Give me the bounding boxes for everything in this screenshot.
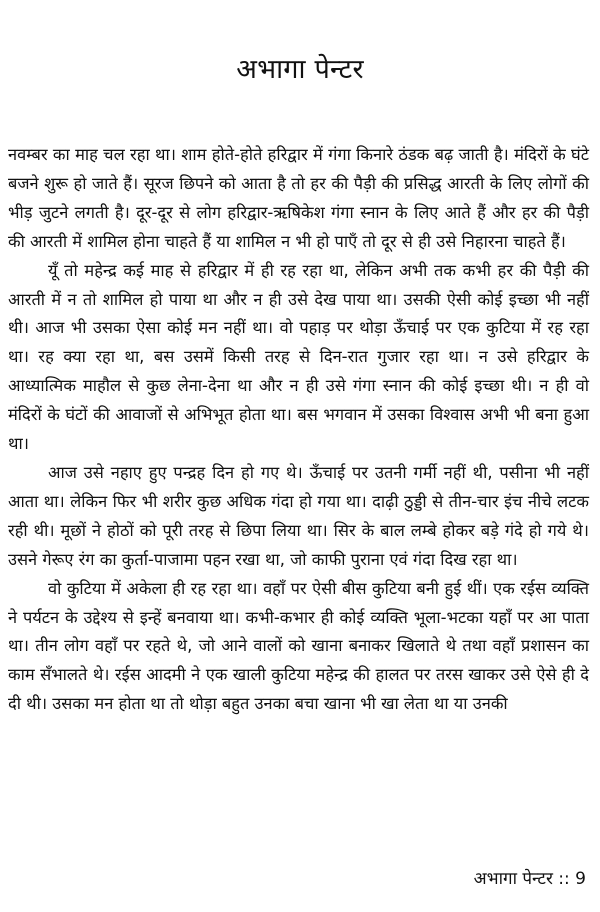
chapter-title: अभागा पेन्टर [236, 54, 364, 85]
paragraph-4: वो कुटिया में अकेला ही रह रहा था। वहाँ पर ऐसी बीस कुटिया बनी हुई थीं। एक रईस व्यक्ति ने पर्यटन के उद्देश्य से इन्हें बनवाया था। कभी-कभार ही कोई व्यक्ति भूला-भटका यहाँ पर आ पाता था। तीन लोग वहाँ पर रहते थे, जो आने वालों को खाना बनाकर खिलाते थे तथा वहाँ प्रशासन का काम सँभालते थे। रईस आदमी ने एक खाली कुटिया महेन्द्र की हालत पर तरस खाकर उसे ऐसे ही दे दी थी। उसका मन होता था तो थोड़ा बहुत उनका बचा खाना भी खा लेता था या उनकी [8, 578, 589, 714]
running-footer-page-number: अभागा पेन्टर :: 9 [473, 869, 586, 889]
paragraph-1: नवम्बर का माह चल रहा था। शाम होते-होते हरिद्वार में गंगा किनारे ठंडक बढ़ जाती है। मंदिरों के घंटे बजने शुरू हो जाते हैं। सूरज छिपने को आता है तो हर की पैड़ी की प्रसिद्ध आरती के लिए लोगों की भीड़ जुटने लगती है। दूर-दूर से लोग हरिद्वार-ऋषिकेश गंगा स्नान के लिए आते हैं और हर की पैड़ी की आरती में शामिल होना चाहते हैं या शामिल न भी हो पाएँ तो दूर से ही उसे निहारना चाहते हैं। [8, 145, 589, 251]
paragraph-2: यूँ तो महेन्द्र कई माह से हरिद्वार में ही रह रहा था, लेकिन अभी तक कभी हर की पैड़ी की आरती में न तो शामिल हो पाया था और न ही उसे देख पाया था। उसकी ऐसी कोई इच्छा भी नहीं थी। आज भी उसका ऐसा कोई मन नहीं था। वो पहाड़ पर थोड़ा ऊँचाई पर एक कुटिया में रह रहा था। रह क्या रहा था, बस उसमें किसी तरह से दिन-रात गुजार रहा था। न उसे हरिद्वार के आध्यात्मिक माहौल से कुछ लेना-देना था और न ही उसे गंगा स्नान की कोई इच्छा थी। न ही वो मंदिरों के घंटों की आवाजों से अभिभूत होता था। बस भगवान में उसका विश्वास अभी भी बना हुआ था। [8, 260, 589, 454]
body-text [8, 141, 589, 719]
paragraph-3: आज उसे नहाए हुए पन्द्रह दिन हो गए थे। ऊँचाई पर उतनी गर्मी नहीं थी, पसीना भी नहीं आता था। लेकिन फिर भी शरीर कुछ अधिक गंदा हो गया था। दाढ़ी ठुड्डी से तीन-चार इंच नीचे लटक रही थी। मूछों ने होठों को पूरी तरह से छिपा लिया था। सिर के बाल लम्बे होकर बड़े गंदे हो गये थे। उसने गेरूए रंग का कुर्ता-पाजामा पहन रखा था, जो काफी पुराना एवं गंदा दिख रहा था। [8, 462, 589, 569]
